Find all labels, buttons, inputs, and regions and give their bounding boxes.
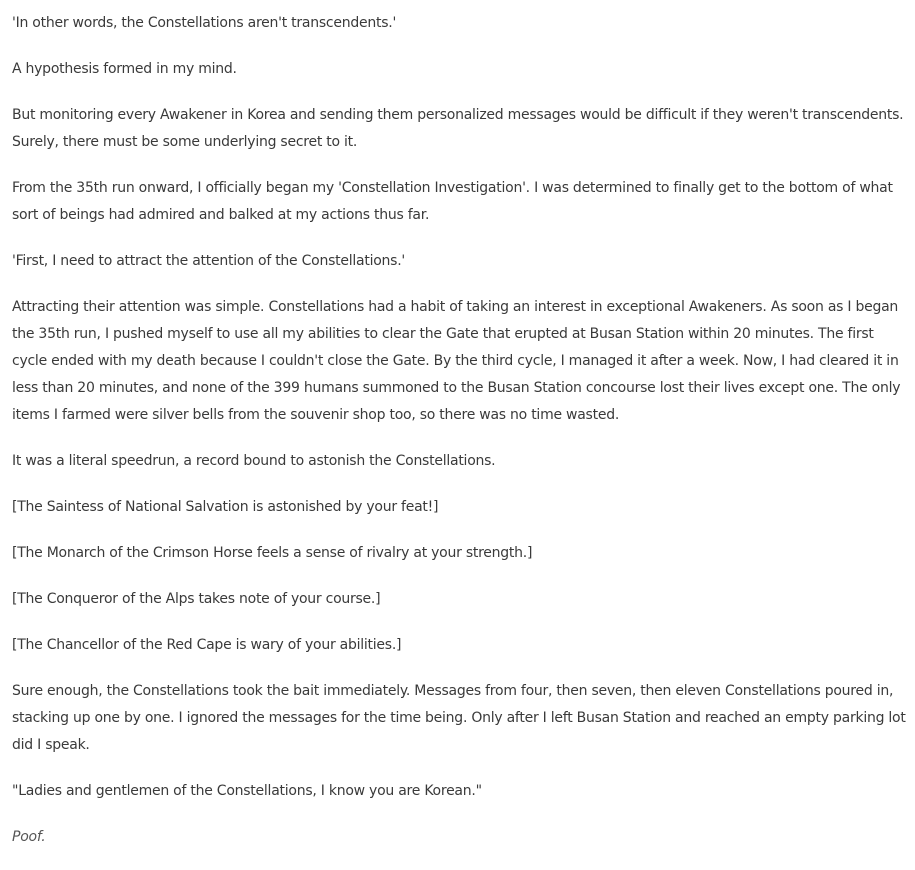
paragraph-2: A hypothesis formed in my mind. — [12, 61, 237, 77]
paragraph-1: 'In other words, the Constellations aren't transcendents.' — [12, 15, 397, 31]
system-message-1: [The Saintess of National Salvation is astonished by your feat!] — [12, 499, 439, 515]
paragraph-12: Sure enough, the Constellations took the bait immediately. Messages from four, then seven, then eleven Constellations poured in, stacking up one by one. I ignored the messages for the time being. Only after I left Busan Station and reached an empty parking lot did I speak. — [12, 683, 906, 753]
system-message-3: [The Conqueror of the Alps takes note of your course.] — [12, 591, 381, 607]
paragraph-4: From the 35th run onward, I officially began my 'Constellation Investigation'. I was determined to finally get to the bottom of what sort of beings had admired and balked at my actions thus far. — [12, 180, 893, 223]
sound-effect: Poof. — [12, 829, 46, 845]
system-message-2: [The Monarch of the Crimson Horse feels a sense of rivalry at your strength.] — [12, 545, 533, 561]
dialogue-line: "Ladies and gentlemen of the Constellations, I know you are Korean." — [12, 783, 482, 799]
paragraph-7: It was a literal speedrun, a record bound to astonish the Constellations. — [12, 453, 496, 469]
paragraph-5: 'First, I need to attract the attention of the Constellations.' — [12, 253, 405, 269]
chapter-text — [12, 10, 907, 870]
paragraph-6: Attracting their attention was simple. Constellations had a habit of taking an interest in exceptional Awakeners. As soon as I began the 35th run, I pushed myself to use all my abilities to clear the Gate that erupted at Busan Station within 20 minutes. The first cycle ended with my death because I couldn't close the Gate. By the third cycle, I managed it after a week. Now, I had cleared it in less than 20 minutes, and none of the 399 humans summoned to the Busan Station concourse lost their lives except one. The only items I farmed were silver bells from the souvenir shop too, so there was no time wasted. — [12, 299, 901, 423]
paragraph-3: But monitoring every Awakener in Korea and sending them personalized messages would be difficult if they weren't transcendents. Surely, there must be some underlying secret to it. — [12, 107, 904, 150]
system-message-4: [The Chancellor of the Red Cape is wary of your abilities.] — [12, 637, 402, 653]
